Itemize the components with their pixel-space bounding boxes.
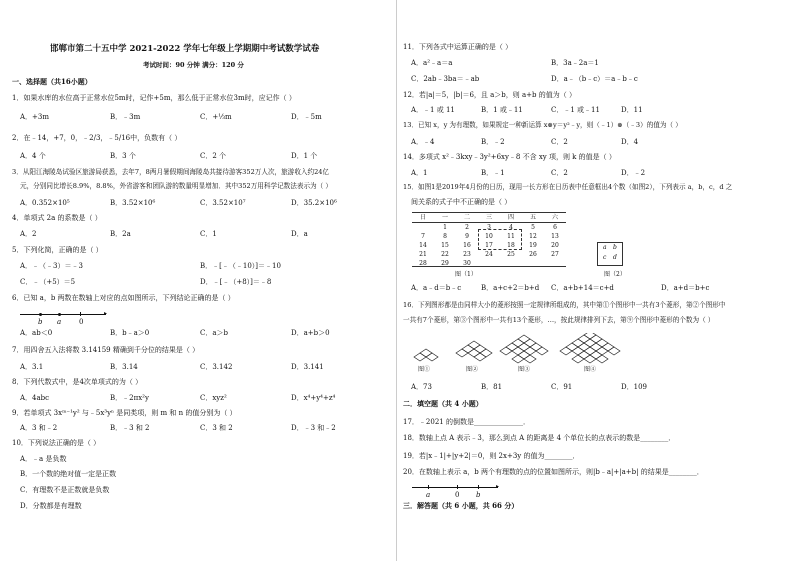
exam-title: 邯郸市第二十五中学 2021-2022 学年七年级上学期期中考试数学试卷 xyxy=(50,44,320,54)
q7-option-c: C．3.142 xyxy=(200,363,233,371)
rhombus xyxy=(596,355,608,363)
rhombus xyxy=(426,353,438,361)
q16-fig1-label: 图① xyxy=(418,366,431,373)
rhombus xyxy=(578,351,590,359)
rhombus xyxy=(536,347,548,355)
rhombus xyxy=(420,349,432,357)
q2-option-b: B．3 个 xyxy=(110,152,136,160)
section-choice-heading: 一、选择题（共16小题） xyxy=(12,77,92,86)
rhombus xyxy=(518,343,530,351)
q4-option-c: C．1 xyxy=(200,230,217,238)
q5-option-b: B．﹣[﹣（﹣10）]＝﹣10 xyxy=(200,262,281,270)
calendar-cell: 28 xyxy=(419,259,427,267)
rhombus xyxy=(566,343,578,351)
q10-option-c: C．有理数不是正数就是负数 xyxy=(20,486,110,494)
calendar-cell: 9 xyxy=(465,232,469,240)
q14-option-c: C．2 xyxy=(551,169,568,177)
q7-stem: 7．用四舍五入法将数 3.14159 精确到千分位的结果是（ ） xyxy=(12,346,200,354)
fig2-a: a xyxy=(603,244,607,251)
q8-option-b: B．﹣2πx²y xyxy=(110,394,149,402)
calendar-cell: 17 xyxy=(485,241,493,249)
q9-option-a: A．3 和﹣2 xyxy=(20,424,58,432)
q13-option-c: C．2 xyxy=(551,138,568,146)
q2-option-c: C．2 个 xyxy=(200,152,227,160)
q16-rhombus-figures xyxy=(410,333,700,373)
calendar-cell: 24 xyxy=(485,250,493,258)
q11-option-a: A．a²﹣a＝a xyxy=(411,59,453,67)
calendar-cell: 26 xyxy=(529,250,537,258)
fig2-c: c xyxy=(603,254,607,261)
calendar-head-cell: 日 xyxy=(412,213,434,223)
calendar-cell: 11 xyxy=(507,232,515,240)
q8-option-d: D．x⁴+y⁴+z⁴ xyxy=(291,394,336,402)
q6-option-d: D．a+b＞0 xyxy=(291,329,330,337)
q20-text: 20．在数轴上表示 a，b 两个有理数的点的位置如图所示，则|b﹣a|+|a+b| 的结果是________． xyxy=(403,468,704,476)
q10-option-b: B．一个数的绝对值一定是正数 xyxy=(20,470,117,478)
calendar-cell: 10 xyxy=(485,232,493,240)
q7-option-a: A．3.1 xyxy=(20,363,44,371)
q20-axis-b: b xyxy=(476,491,481,499)
q2-option-a: A．4 个 xyxy=(20,152,46,160)
rhombus xyxy=(602,343,614,351)
rhombus xyxy=(474,345,486,353)
q8-option-c: C．xyz² xyxy=(200,394,227,402)
calendar-cell: 6 xyxy=(553,223,557,231)
calendar-cell: 22 xyxy=(441,250,449,258)
q7-option-b: B．3.14 xyxy=(110,363,138,371)
calendar-cell: 16 xyxy=(463,241,471,249)
q13-stem: 13．已知 x，y 为有理数，如果规定一种新运算 x⊗y＝y²﹣y，则（﹣1）⊗（﹣3）的值为（ ） xyxy=(403,121,682,129)
q15-option-a: A．a﹣d＝b﹣c xyxy=(411,284,462,292)
q12-option-c: C．﹣1 或﹣11 xyxy=(551,106,600,114)
rhombus xyxy=(590,335,602,343)
q1-option-c: C．+⅓m xyxy=(200,113,232,121)
q9-option-d: D．﹣3 和﹣2 xyxy=(291,424,336,432)
q1-option-d: D．﹣5m xyxy=(291,113,322,121)
calendar-cell: 18 xyxy=(507,241,515,249)
calendar-cell: 12 xyxy=(529,232,537,240)
q10-option-a: A．﹣a 是负数 xyxy=(20,455,67,463)
rhombus xyxy=(572,355,584,363)
calendar-head-cell: 四 xyxy=(500,213,522,223)
q11-option-d: D．a﹣（b﹣c）＝a﹣b﹣c xyxy=(551,75,638,83)
q4-option-b: B．2a xyxy=(110,230,131,238)
calendar-cell: 29 xyxy=(441,259,449,267)
q14-option-a: A．1 xyxy=(411,169,428,177)
q3-option-b: B．3.52×10⁶ xyxy=(110,199,156,207)
rhombus xyxy=(512,339,524,347)
q11-option-c: C．2ab﹣3ba＝﹣ab xyxy=(411,75,480,83)
rhombus xyxy=(560,347,572,355)
q16-option-a: A．73 xyxy=(411,383,432,391)
rhombus xyxy=(524,355,536,363)
q15-fig1-label: 图（1） xyxy=(455,271,477,278)
q16-option-b: B．81 xyxy=(481,383,503,391)
rhombus xyxy=(572,347,584,355)
q16-stem-line1: 16．下列图形都是由同样大小的菱形按照一定规律所组成的，其中第①个图形中一共有3个菱形，第②个图形中 xyxy=(403,301,726,309)
q4-stem: 4．单项式 2a 的系数是（ ） xyxy=(12,214,102,222)
calendar-cell: 1 xyxy=(443,223,447,231)
calendar-cell: 20 xyxy=(551,241,559,249)
q16-stem-line2: 一共有7个菱形，第③个图形中一共有13个菱形，…，按此规律排列下去，第⑨个图形中菱形的个数为（ ） xyxy=(403,316,715,324)
q10-stem: 10．下列说法正确的是（ ） xyxy=(12,439,101,447)
q2-option-d: D．1 个 xyxy=(291,152,318,160)
rhombus xyxy=(506,343,518,351)
q3-option-c: C．3.52×10⁷ xyxy=(200,199,246,207)
q12-option-b: B．1 或﹣11 xyxy=(481,106,523,114)
q6-option-a: A．ab＜0 xyxy=(20,329,53,337)
q16-option-d: D．109 xyxy=(621,383,647,391)
rhombus xyxy=(584,339,596,347)
calendar-head-cell: 六 xyxy=(544,213,566,223)
q15-option-b: B．a+c+2＝b+d xyxy=(481,284,540,292)
q15-option-d: D．a+d＝b+c xyxy=(661,284,710,292)
q12-stem: 12．若|a|＝5，|b|＝6，且 a＞b，则 a+b 的值为（ ） xyxy=(403,91,576,99)
q10-option-d: D．分数都是有理数 xyxy=(20,502,82,510)
rhombus xyxy=(480,349,492,357)
exam-page: 邯郸市第二十五中学 2021-2022 学年七年级上学期期中考试数学试卷 考试时间：90 分钟 满分：120 分 一、选择题（共16小题） 1．如果水库的水位高于正常水位5m时，记作+5m，那么低于正常水位3m时，应记作（ ） A．+3m B．﹣3m C．+⅓m D．﹣5m 2．在﹣14，+7，0，﹣2/3，﹣5/16中，负数有（ ） A．4 个 B．3 个 C．2 个 D．1 个 3．从阳江海陵岛试验区旅游局获悉，去年7，8两月暑假期间海陵岛共接待游客352万人次，旅游收入约24亿 元，分别同比增长8.9%，8.8%，外省游客和团队游的数量明显增加．其中352万用科学记数法表示为（ ） A．0.352×10⁵ B．3.52×10⁶ C．3.52×10⁷ D．35.2×10⁶ 4．单项式 2a 的系数是（ ） A．2 B．2a C．1 D．a 5．下列化简，正确的是（ ） A．﹣（﹣3）＝﹣3 B．﹣[﹣（﹣10）]＝﹣10 C．﹣（+5）＝5 D．﹣[﹣（+8）]＝﹣8 6．已知 a，b 两数在数轴上对应的点如图所示，下列结论正确的是（ ） ▸ b a 0 A．ab＜0 B．b﹣a＞0 C．a＞b D．a+b＞0 7．用四舍五入法将数 3.14159 精确到千分位的结果是（ ） A．3.1 B．3.14 C．3.142 D．3.141 8．下列代数式中，是4次单项式的为（ ） A．4abc B．﹣2πx²y C．xyz² D．x⁴+y⁴+z⁴ 9．若单项式 3xᵐ⁻¹y² 与﹣5x³yⁿ 是同类项，则 m 和 n 的值分别为（ ） A．3 和﹣2 B．﹣3 和 2 C．3 和 2 D．﹣3 和﹣2 10．下列说法正确的是（ ） A．﹣a 是负数 B．一个数的绝对值一定是正数 C．有理数不是正数就是负数 D．分数都是有理数 11．下列各式中运算正确的是（ ） A．a²﹣a＝a B．3a﹣2a＝1 C．2ab﹣3ba＝﹣ab D．a﹣（b﹣c）＝a﹣b﹣c 12．若|a|＝5，|b|＝6，且 a＞b，则 a+b 的值为（ ） A．﹣1 或 11 B．1 或﹣11 C．﹣1 或﹣11 D．11 13．已知 x，y 为有理数，如果规定一种新运算 x⊗y＝y²﹣y，则（﹣1）⊗（﹣3）的值为（ ） A．﹣4 B．﹣2 C．2 D．4 14．多项式 x²﹣3kxy﹣3y²+6xy﹣8 不含 xy 项，则 k 的值是（ ） A．1 B．﹣1 C．2 D．﹣2 15．如图1是2019年4月份的日历，现用一长方形在日历表中任意框出4个数（如图2），下列表示 a，b，c，d 之 间关系的式子中不正确的是（ ） 日 一 二 三 四 五 六 1 2 3 4 5 6 7 8 9 10 11 12 13 14 15 16 17 18 19 20 21 22 23 24 25 26 27 28 29 30 图（1） a b c d 图（2） A．a﹣d＝b﹣c B．a+c+2＝b+d C．a+b+14＝c+d D．a+d＝b+c 16．下列图形都是由同样大小的菱形按照一定规律所组成的，其中第①个图形中一共有3个菱形，第②个图形中 一共有7个菱形，第③个图形中一共有13个菱形，…，按此规律排列下去，第⑨个图形中菱形的个数为（ ） 图① 图② 图③ 图④ A．73 B．81 C．91 D．109 二．填空题（共 4 小题） 17．﹣2021 的倒数是______________． 18．数轴上点 A 表示﹣3，那么到点 A 的距离是 4 个单位长的点表示的数是________． 19．若|x﹣1|+|y+2|＝0，则 2x+3y 的值为________． 20．在数轴上表示 a，b 两个有理数的点的位置如图所示，则|b﹣a|+|a+b| 的结果是________． ▸ a 0 b 三．解答题（共 6 小题，共 66 分） xyxy=(0,0,794,561)
q16-fig3-label: 图③ xyxy=(518,366,531,373)
rhombus xyxy=(530,343,542,351)
q6-option-b: B．b﹣a＞0 xyxy=(110,329,150,337)
q8-option-a: A．4abc xyxy=(20,394,50,402)
q4-option-d: D．a xyxy=(291,230,308,238)
rhombus xyxy=(468,349,480,357)
q4-option-a: A．2 xyxy=(20,230,37,238)
q5-option-a: A．﹣（﹣3）＝﹣3 xyxy=(20,262,83,270)
q5-option-c: C．﹣（+5）＝5 xyxy=(20,278,76,286)
q13-option-b: B．﹣2 xyxy=(481,138,505,146)
q5-option-d: D．﹣[﹣（+8）]＝﹣8 xyxy=(200,278,272,286)
rhombus xyxy=(462,345,474,353)
q15-fig2 xyxy=(597,242,623,266)
q17-text: 17．﹣2021 的倒数是______________． xyxy=(403,418,530,426)
q15-stem-line1: 15．如图1是2019年4月份的日历，现用一长方形在日历表中任意框出4个数（如图2），下列表示 a，b，c，d 之 xyxy=(403,183,733,191)
right-column xyxy=(397,0,794,561)
q6-axis-a: a xyxy=(57,318,62,326)
q7-option-d: D．3.141 xyxy=(291,363,324,371)
rhombus xyxy=(500,347,512,355)
rhombus xyxy=(518,351,530,359)
rhombus xyxy=(584,355,596,363)
q6-axis-zero: 0 xyxy=(79,318,84,326)
q14-option-b: B．﹣1 xyxy=(481,169,505,177)
calendar-cell: 19 xyxy=(529,241,537,249)
q3-option-a: A．0.352×10⁵ xyxy=(20,199,70,207)
rhombus xyxy=(456,349,468,357)
q18-text: 18．数轴上点 A 表示﹣3，那么到点 A 的距离是 4 个单位长的点表示的数是________． xyxy=(403,434,676,442)
left-column: 邯郸市第二十五中学 2021-2022 学年七年级上学期期中考试数学试卷 考试时间：90 分钟 满分：120 分 一、选择题（共16小题） 1．如果水库的水位高于正常水位5m时，记作+5m，那么低于正常水位3m时，应记作（ ） A．+3m B．﹣3m C．+⅓m D．﹣5m 2．在﹣14，+7，0，﹣2/3，﹣5/16中，负数有（ ） A．4 个 B．3 个 C．2 个 D．1 个 3．从阳江海陵岛试验区旅游局获悉，去年7，8两月暑假期间海陵岛共接待游客352万人次，旅游收入约24亿 元，分别同比增长8.9%，8.8%，外省游客和团队游的数量明显增加．其中352万用科学记数法表示为（ ） A．0.352×10⁵ B．3.52×10⁶ C．3.52×10⁷ D．35.2×10⁶ 4．单项式 2a 的系数是（ ） A．2 B．2a C．1 D．a 5．下列化简，正确的是（ ） A．﹣（﹣3）＝﹣3 B．﹣[﹣（﹣10）]＝﹣10 C．﹣（+5）＝5 D．﹣[﹣（+8）]＝﹣8 6．已知 a，b 两数在数轴上对应的点如图所示，下列结论正确的是（ ） ▸ b a 0 A．ab＜0 B．b﹣a＞0 C．a＞b D．a+b＞0 7．用四舍五入法将数 3.14159 精确到千分位的结果是（ ） A．3.1 B．3.14 C．3.142 D．3.141 8．下列代数式中，是4次单项式的为（ ） A．4abc B．﹣2πx²y C．xyz² D．x⁴+y⁴+z⁴ 9．若单项式 3xᵐ⁻¹y² 与﹣5x³yⁿ 是同类项，则 m 和 n 的值分别为（ ） A．3 和﹣2 B．﹣3 和 2 C．3 和 2 D．﹣3 和﹣2 10．下列说法正确的是（ ） A．﹣a 是负数 B．一个数的绝对值一定是正数 C．有理数不是正数就是负数 D．分数都是有理数 xyxy=(12,44,337,510)
q6-stem: 6．已知 a，b 两数在数轴上对应的点如图所示，下列结论正确的是（ ） xyxy=(12,294,235,302)
q3-stem-line1: 3．从阳江海陵岛试验区旅游局获悉，去年7，8两月暑假期间海陵岛共接待游客352万人次，旅游收入约24亿 xyxy=(12,168,330,176)
rhombus xyxy=(578,335,590,343)
calendar-head-cell: 二 xyxy=(456,213,478,223)
q14-stem: 14．多项式 x²﹣3kxy﹣3y²+6xy﹣8 不含 xy 项，则 k 的值是（ ） xyxy=(403,153,616,161)
q12-option-d: D．11 xyxy=(621,106,643,114)
q1-stem: 1．如果水库的水位高于正常水位5m时，记作+5m，那么低于正常水位3m时，应记作（ ） xyxy=(12,94,296,102)
q8-stem: 8．下列代数式中，是4次单项式的为（ ） xyxy=(12,378,143,386)
q6-axis-b: b xyxy=(38,318,43,326)
q1-option-a: A．+3m xyxy=(20,113,50,121)
rhombus xyxy=(590,343,602,351)
rhombus xyxy=(578,343,590,351)
q14-option-d: D．﹣2 xyxy=(621,169,646,177)
rhombus xyxy=(512,347,524,355)
fig2-b: b xyxy=(613,244,617,251)
calendar-cell: 25 xyxy=(507,250,515,258)
rhombus xyxy=(572,339,584,347)
calendar-outer-box xyxy=(412,212,566,267)
rhombus xyxy=(584,347,596,355)
q13-option-d: D．4 xyxy=(621,138,639,146)
calendar-cell: 13 xyxy=(551,232,559,240)
rhombus xyxy=(468,341,480,349)
q2-stem: 2．在﹣14，+7，0，﹣2/3，﹣5/16中，负数有（ ） xyxy=(12,134,182,142)
q5-stem: 5．下列化简，正确的是（ ） xyxy=(12,246,103,254)
rhombus xyxy=(608,347,620,355)
section-answer-heading: 三．解答题（共 6 小题，共 66 分） xyxy=(403,501,519,510)
calendar-cell: 27 xyxy=(551,250,559,258)
fig2-d: d xyxy=(613,254,617,261)
q16-fig4-label: 图④ xyxy=(584,366,597,373)
rhombus xyxy=(512,355,524,363)
q3-option-d: D．35.2×10⁶ xyxy=(291,199,337,207)
rhombus xyxy=(518,335,530,343)
calendar-cell: 3 xyxy=(487,223,491,231)
rhombus xyxy=(524,339,536,347)
q11-option-b: B．3a﹣2a＝1 xyxy=(551,59,599,67)
q12-option-a: A．﹣1 或 11 xyxy=(411,106,455,114)
calendar-cell: 5 xyxy=(531,223,535,231)
rhombus xyxy=(596,347,608,355)
calendar-head-cell: 五 xyxy=(522,213,544,223)
q16-fig2-label: 图② xyxy=(466,366,479,373)
q11-stem: 11．下列各式中运算正确的是（ ） xyxy=(403,43,513,51)
q20-axis-a: a xyxy=(426,491,431,499)
rhombus xyxy=(596,339,608,347)
rhombus xyxy=(524,347,536,355)
q20-axis-zero: 0 xyxy=(455,491,460,499)
rhombus xyxy=(590,351,602,359)
q16-option-c: C．91 xyxy=(551,383,573,391)
q9-option-c: C．3 和 2 xyxy=(200,424,233,432)
calendar-cell: 4 xyxy=(509,223,513,231)
calendar-cell: 2 xyxy=(465,223,469,231)
calendar-cell: 7 xyxy=(421,232,425,240)
calendar-cell: 8 xyxy=(443,232,447,240)
section-fill-heading: 二．填空题（共 4 小题） xyxy=(403,399,483,408)
calendar-cell: 23 xyxy=(463,250,471,258)
q3-stem-line2: 元，分别同比增长8.9%，8.8%，外省游客和团队游的数量明显增加．其中352万用科学记数法表示为（ ） xyxy=(20,182,332,190)
exam-info: 考试时间：90 分钟 满分：120 分 xyxy=(143,61,244,69)
calendar-head-cell: 一 xyxy=(434,213,456,223)
q1-option-b: B．﹣3m xyxy=(110,113,141,121)
calendar-cell: 14 xyxy=(419,241,427,249)
calendar-cell: 15 xyxy=(441,241,449,249)
q13-option-a: A．﹣4 xyxy=(411,138,435,146)
rhombus xyxy=(474,353,486,361)
q9-option-b: B．﹣3 和 2 xyxy=(110,424,150,432)
q15-stem-line2: 间关系的式子中不正确的是（ ） xyxy=(411,198,512,206)
q9-stem: 9．若单项式 3xᵐ⁻¹y² 与﹣5x³yⁿ 是同类项，则 m 和 n 的值分别为（ ） xyxy=(12,409,237,417)
q19-text: 19．若|x﹣1|+|y+2|＝0，则 2x+3y 的值为________． xyxy=(403,452,580,460)
q15-option-c: C．a+b+14＝c+d xyxy=(551,284,614,292)
rhombus xyxy=(414,353,426,361)
calendar-cell: 30 xyxy=(463,259,471,267)
q15-fig2-label: 图（2） xyxy=(604,271,626,278)
calendar-cell: 21 xyxy=(419,250,427,258)
q6-option-c: C．a＞b xyxy=(200,329,229,337)
calendar-head-cell: 三 xyxy=(478,213,500,223)
